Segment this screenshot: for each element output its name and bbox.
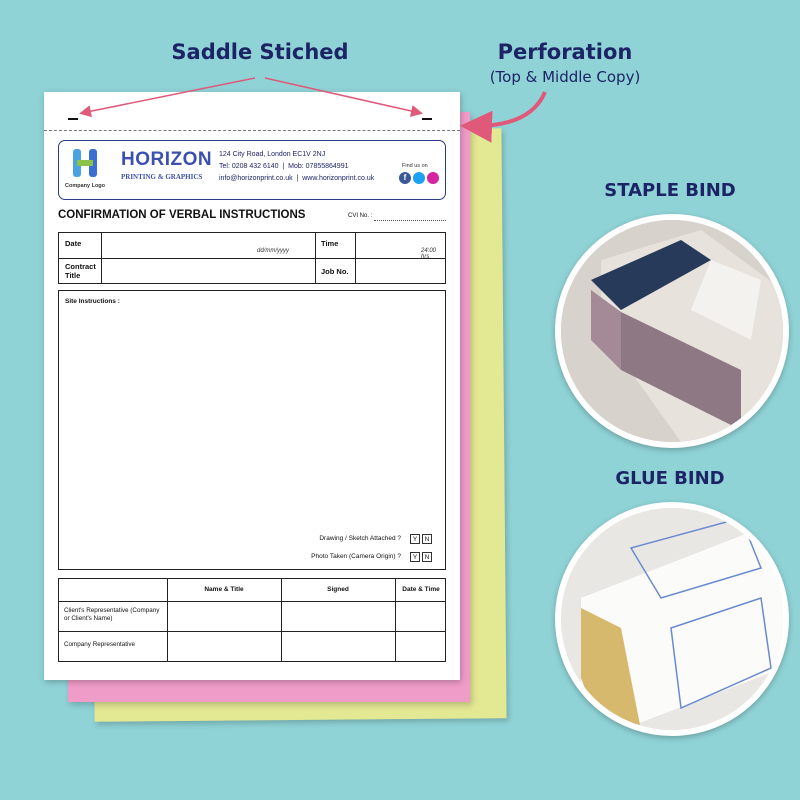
contract-title-label: Contract Title <box>65 262 96 280</box>
saddle-arrow-right <box>265 78 420 113</box>
date-label: Date <box>65 239 82 248</box>
saddle-stitched-heading: Saddle Stiched <box>171 40 349 64</box>
glue-bind-heading: GLUE BIND <box>615 468 725 489</box>
brand-name: HORIZON <box>121 149 213 170</box>
perforation-heading: Perforation <box>497 40 633 64</box>
staple-bind-heading: STAPLE BIND <box>604 180 736 201</box>
site-instructions-label: Site Instructions : <box>65 298 120 305</box>
form-title: CONFIRMATION OF VERBAL INSTRUCTIONS <box>58 209 306 221</box>
photo-no-checkbox[interactable]: N <box>422 552 432 562</box>
drawing-attached-label: Drawing / Sketch Attached ? <box>319 535 401 542</box>
photo-yes-checkbox[interactable]: Y <box>410 552 420 562</box>
staple-bind-photo <box>555 214 789 448</box>
facebook-icon[interactable]: f <box>399 172 411 184</box>
drawing-no-checkbox[interactable]: N <box>422 534 432 544</box>
job-no-label: Job No. <box>321 267 349 276</box>
cvi-label: CVI No. : <box>348 213 373 219</box>
perforation-subheading: (Top & Middle Copy) <box>489 68 641 86</box>
date-time-header: Date & Time <box>402 586 440 593</box>
drawing-yes-checkbox[interactable]: Y <box>410 534 420 544</box>
company-web: info@horizonprint.co.uk | www.horizonprint.co.uk <box>219 175 375 182</box>
signed-header: Signed <box>327 586 349 593</box>
brand-tagline: PRINTING & GRAPHICS <box>121 173 203 181</box>
company-rep-label: Company Representative <box>64 641 136 648</box>
client-rep-label: Client's Representative (Company or Client's Name) <box>64 607 160 622</box>
time-hint: 24:00 hrs <box>421 248 437 260</box>
perforation-arrow <box>468 92 545 126</box>
find-us-label: Find us on <box>402 163 428 169</box>
name-title-header: Name & Title <box>204 586 244 593</box>
photo-taken-label: Photo Taken (Camera Origin) ? <box>311 553 401 560</box>
logo-caption: Company Logo <box>65 183 106 189</box>
date-hint: dd/mm/yyyy <box>257 248 290 254</box>
time-label: Time <box>321 239 339 248</box>
company-address: 124 City Road, London EC1V 2NJ <box>219 151 326 158</box>
company-phone: Tel: 0208 432 6140 | Mob: 07855864991 <box>219 163 349 170</box>
saddle-arrow-left <box>82 78 255 113</box>
glue-bind-photo <box>555 502 789 736</box>
